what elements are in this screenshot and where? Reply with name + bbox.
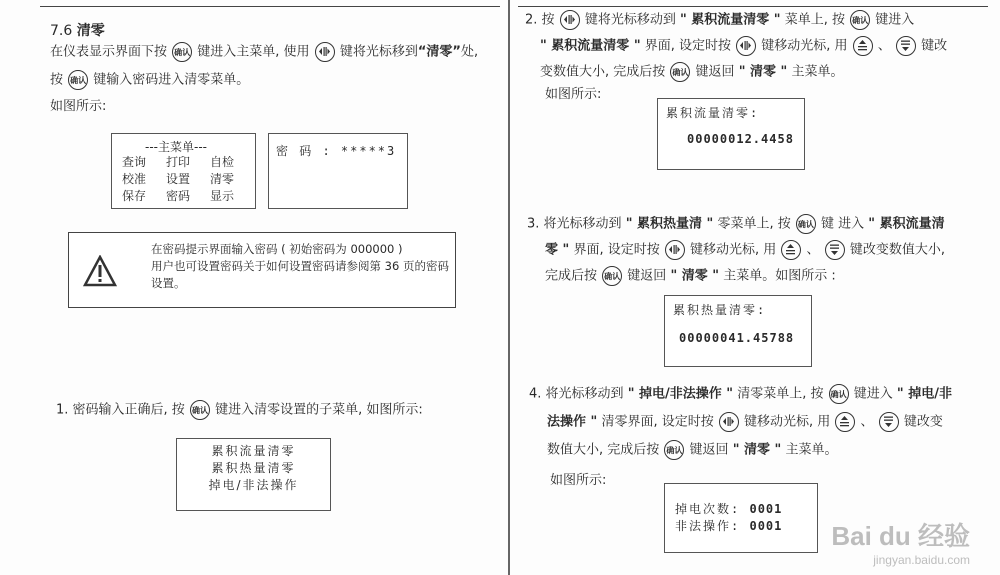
confirm-key-icon: 确认 bbox=[796, 214, 816, 234]
section-number: 7.6 bbox=[50, 23, 73, 39]
clear-submenu-items bbox=[177, 443, 330, 494]
main-menu-item: 设置 bbox=[166, 172, 191, 186]
step4-caption: 如图所示: bbox=[550, 473, 607, 488]
step2-line-1: 2. 按 键将光标移动到 " 累积流量清零 " 菜单上, 按 确认 键进入 bbox=[525, 10, 914, 30]
increase-icon bbox=[835, 412, 855, 432]
step4-line-1: 4. 将光标移动到 " 掉电/非法操作 " 清零菜单上, 按 确认 键进入 " 掉电/非 bbox=[529, 384, 952, 404]
intro-caption: 如图所示: bbox=[50, 99, 107, 114]
main-menu-item: 校准 bbox=[122, 172, 147, 186]
flow-clear-value: 00000012.4458 bbox=[687, 132, 794, 146]
heat-clear-title: 累积热量清零: bbox=[673, 303, 767, 317]
submenu-item-heat: 累积热量清零 bbox=[211, 461, 296, 475]
heat-clear-screen bbox=[664, 295, 812, 367]
cursor-move-icon bbox=[719, 412, 739, 432]
column-divider bbox=[508, 0, 510, 575]
warning-icon bbox=[83, 255, 117, 287]
step2-line-3: 变数值大小, 完成后按 确认 键返回 " 清零 " 主菜单。 bbox=[540, 62, 843, 82]
increase-icon bbox=[853, 36, 873, 56]
power-clear-labels: 掉电次数: 0001 非法操作: 0001 bbox=[675, 502, 783, 533]
cursor-move-icon bbox=[736, 36, 756, 56]
main-menu-item: 清零 bbox=[210, 172, 235, 186]
main-menu-item: 保存 bbox=[122, 189, 147, 203]
watermark-url: jingyan.baidu.com bbox=[873, 553, 970, 567]
top-rule-right bbox=[518, 6, 988, 7]
submenu-item-power: 掉电/非法操作 bbox=[208, 478, 299, 492]
main-menu-row bbox=[122, 171, 254, 188]
step2-line-2: " 累积流量清零 " 界面, 设定时按 键移动光标, 用 、 键改 bbox=[540, 36, 947, 56]
main-menu-item: 自检 bbox=[210, 155, 235, 169]
main-menu-item: 密码 bbox=[166, 189, 191, 203]
confirm-key-icon: 确认 bbox=[850, 10, 870, 30]
confirm-key-icon: 确认 bbox=[68, 70, 88, 90]
section-heading bbox=[50, 20, 105, 40]
main-menu-row bbox=[122, 154, 254, 171]
step1-text: 1. 密码输入正确后, 按 确认 键进入清零设置的子菜单, 如图所示: bbox=[56, 400, 423, 420]
main-menu-title: ---主菜单--- bbox=[145, 140, 207, 154]
baidu-watermark bbox=[831, 516, 970, 567]
submenu-item-flow: 累积流量清零 bbox=[211, 444, 296, 458]
increase-icon bbox=[781, 240, 801, 260]
decrease-icon bbox=[896, 36, 916, 56]
intro-line-1: 在仪表显示界面下按 确认 键进入主菜单, 使用 键将光标移到“清零”处, bbox=[50, 42, 478, 62]
password-text: 密 码 : *****3 bbox=[276, 144, 397, 158]
cursor-move-icon bbox=[665, 240, 685, 260]
step3-line-1: 3. 将光标移动到 " 累积热量清 " 零菜单上, 按 确认 键 进入 " 累积流量清 bbox=[527, 214, 945, 234]
power-clear-screen bbox=[664, 483, 818, 553]
step4-line-3: 数值大小, 完成后按 确认 键返回 " 清零 " 主菜单。 bbox=[547, 440, 837, 460]
step3-line-3: 完成后按 确认 键返回 " 清零 " 主菜单。如图所示 : bbox=[545, 266, 836, 286]
confirm-key-icon: 确认 bbox=[664, 440, 684, 460]
heat-clear-value: 00000041.45788 bbox=[679, 331, 795, 345]
section-title: 清零 bbox=[76, 23, 105, 39]
confirm-key-icon: 确认 bbox=[602, 266, 622, 286]
decrease-icon bbox=[825, 240, 845, 260]
confirm-key-icon: 确认 bbox=[172, 42, 192, 62]
password-screen bbox=[268, 133, 408, 209]
cursor-move-icon bbox=[315, 42, 335, 62]
step4-line-2: 法操作 " 清零界面, 设定时按 键移动光标, 用 、 键改变 bbox=[547, 412, 943, 432]
warning-text: 在密码提示界面输入密码 ( 初始密码为 000000 ) 用户也可设置密码关于如何设置密码请参阅第 36 页的密码 设置。 bbox=[151, 242, 449, 290]
step3-line-2: 零 " 界面, 设定时按 键移动光标, 用 、 键改变数值大小, bbox=[545, 240, 945, 260]
power-off-count: 0001 bbox=[749, 502, 783, 516]
main-menu-item: 查询 bbox=[122, 155, 147, 169]
step2-caption: 如图所示: bbox=[545, 87, 602, 102]
confirm-key-icon: 确认 bbox=[190, 400, 210, 420]
flow-clear-screen bbox=[657, 98, 805, 170]
warning-box bbox=[68, 232, 456, 308]
illegal-op-count: 0001 bbox=[749, 519, 783, 533]
main-menu-grid bbox=[122, 154, 254, 205]
main-menu-item: 打印 bbox=[166, 155, 191, 169]
main-menu-item: 显示 bbox=[210, 189, 235, 203]
decrease-icon bbox=[879, 412, 899, 432]
watermark-logo: Bai du 经验 bbox=[831, 521, 970, 551]
clear-submenu-screen bbox=[176, 438, 331, 511]
flow-clear-title: 累积流量清零: bbox=[666, 106, 760, 120]
top-rule-left bbox=[40, 6, 500, 7]
confirm-key-icon: 确认 bbox=[670, 62, 690, 82]
cursor-move-icon bbox=[560, 10, 580, 30]
confirm-key-icon: 确认 bbox=[829, 384, 849, 404]
main-menu-screen bbox=[111, 133, 256, 209]
intro-line-2: 按 确认 键输入密码进入清零菜单。 bbox=[50, 70, 249, 90]
main-menu-row bbox=[122, 188, 254, 205]
